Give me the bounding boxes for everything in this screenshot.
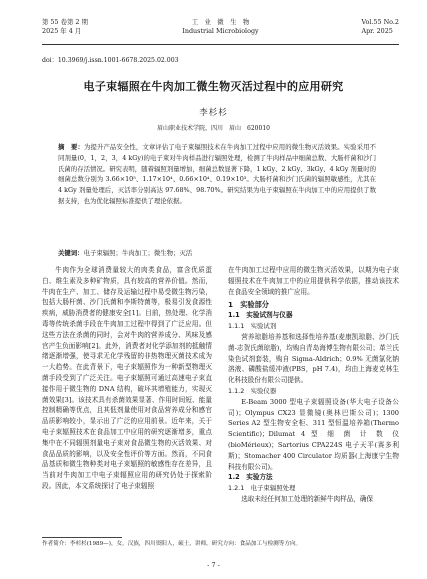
- volume-issue-cn: 第 55 卷第 2 期: [42, 18, 88, 26]
- running-header: [42, 18, 399, 45]
- subsection-heading-1-1: 1.1 实验试剂与仪器: [228, 311, 293, 320]
- left-column: [42, 265, 212, 492]
- subsection-heading-1-2: 1.2 实验方法: [228, 473, 273, 482]
- keywords-text: 电子束辐照；牛肉加工；微生物；灭活: [83, 249, 193, 257]
- footnote-rule: [42, 537, 122, 538]
- subsection-heading-1-2-1: 1.2.1 电子束辐照处理: [228, 484, 296, 493]
- keywords: [58, 248, 376, 258]
- keywords-label: 关键词：: [58, 249, 84, 257]
- abstract-label: 摘 要：: [58, 143, 84, 151]
- author-affiliation: 眉山职业技术学院，四川 眉山 620010: [157, 125, 270, 132]
- intro-paragraph: 牛肉作为全球消费量较大的肉类食品，富含优质蛋白、维生素及多种矿物质，具有较高的营养价值。然而，牛肉在生产、加工、储存及运输过程中易受微生物污染，包括大肠杆菌、沙门氏菌和李斯特菌等，极易引发食源性疾病，威胁消费者的健康安全[1]。目前，热处理、化学消毒等传统杀菌手段在牛肉加工过程中得到了广泛应用。但这些方法在杀菌的同时，会对牛肉的营养成分、风味及感官产生负面影响[2]。此外，消费者对化学添加剂的抵触情绪逐渐增强，使寻求无化学残留的非热物理灭菌技术成为一大趋势。在此背景下，电子束辐照作为一种新型物理灭菌手段受到了广泛关注。电子束辐照可通过高速电子束直接作用于微生物的 DNA 结构，破坏其增殖能力，实现灭菌效果[3]。该技术具有杀菌效果显著、作用时间短、能量控制精确等优点，且其低剂量使用对食品营养成分和感官品质影响较小，显示出了广泛的应用前景。近年来，关于电子束辐照技术在食品加工中应用的研究逐渐增多，重点集中在不同辐照剂量电子束对食品微生物的灭活效果、对食品品质的影响，以及安全性评价等方面。然而，不同食品基质和微生物种类对电子束辐照的敏感性存在差异，且当前对牛肉加工中电子束辐照应用的研究仍处于探索阶段。因此，本文系统探讨了电子束辐照: [42, 266, 212, 490]
- date-en: Apr. 2025: [361, 26, 393, 35]
- journal-name-cn: 工 业 微 生 物: [191, 18, 250, 26]
- author-name: 李杉杉: [199, 108, 228, 118]
- doi: doi：10.3969/j.issn.1001-6678.2025.02.003: [42, 57, 179, 64]
- journal-name-en: Industrial Microbiology: [182, 26, 259, 35]
- author-footnote: 作者简介：李杉杉(1989—)，女，汉族，四川资阳人，硕士，讲师，研究方向：食品加工与检测等方向。: [42, 541, 302, 547]
- section-heading-1: 1 实验部分: [228, 300, 269, 310]
- irradiation-paragraph: 选取未经任何加工处理的新鲜牛肉样品，确保: [241, 494, 374, 503]
- intro-paragraph-continued: 在牛肉加工过程中应用的微生物灭活效果，以期为电子束辐照技术在牛肉加工中的应用提供科学依据，推动该技术在食品安全领域的推广应用。: [228, 266, 399, 296]
- date-cn: 2025 年 4 月: [42, 26, 82, 35]
- page-number: - 7 -: [207, 561, 220, 569]
- journal-name: [42, 18, 399, 35]
- abstract-text: 为提升产品安全性，文章评估了电子束辐照技术在牛肉加工过程中应用的微生物灭活效果。实验采用不同剂量(0，1，2，3，4 kGy)的电子束对牛肉样品进行辐照处理，检测了牛肉样品中细菌总数、大肠杆菌和沙门氏菌的存活情况。研究表明，随着辐照剂量增加，细菌总数显著下降，1 kGy、2 kGy、3kGy、4 kGy 剂量时的细菌总数分别为 3.66×10⁵、1.17×10⁴、0.66×10⁴、0.19×10³。大肠杆菌和沙门氏菌的辐照敏感性，尤其在 4 kGy 剂量处理后，灭活率分别高达 97.68%、98.70%。研究结果为电子束辐照在牛肉加工中的应用提供了数据支持，也为优化辐照标准提供了理论依据。: [58, 143, 376, 205]
- right-column: [228, 265, 399, 505]
- journal-volume-en: [361, 18, 399, 35]
- abstract: [58, 142, 376, 207]
- instruments-paragraph: E-Beam 3000 型电子束辐照设备(华大电子设备公司)；Olympus CX23 显微镜(奥林巴斯公司)；1300 Series A2 型生物安全柜、311 型恒温培养箱(Thermo Scientific)；Dilumat 4 型 细 菌 计 数 仪(bioMérieux)；Sartorius CPA224S 电子天平(赛多利斯)；Stomacher 400 Circulator 均质器(上海康宁生物科技有限公司)。: [228, 397, 399, 471]
- subsection-heading-1-1-1: 1.1.1 实验试剂: [228, 322, 277, 331]
- reagents-paragraph: 营养琼脂培养基和选择性培养基(麦康凯琼脂、沙门氏菌-志贺氏菌琼脂)，均购自青岛海博生物有限公司；革兰氏染色试剂套装，购自 Sigma-Aldrich；0.9% 无菌氯化钠溶液、磷酸盐缓冲液(PBS，pH 7.4)，均由上海麦克林生化科技股份有限公司提供。: [228, 332, 399, 385]
- paper-title: 电子束辐照在牛肉加工微生物灭活过程中的应用研究: [83, 80, 344, 93]
- volume-issue-en: Vol.55 No.2: [361, 18, 399, 26]
- subsection-heading-1-1-2: 1.1.2 实验仪器: [228, 386, 277, 395]
